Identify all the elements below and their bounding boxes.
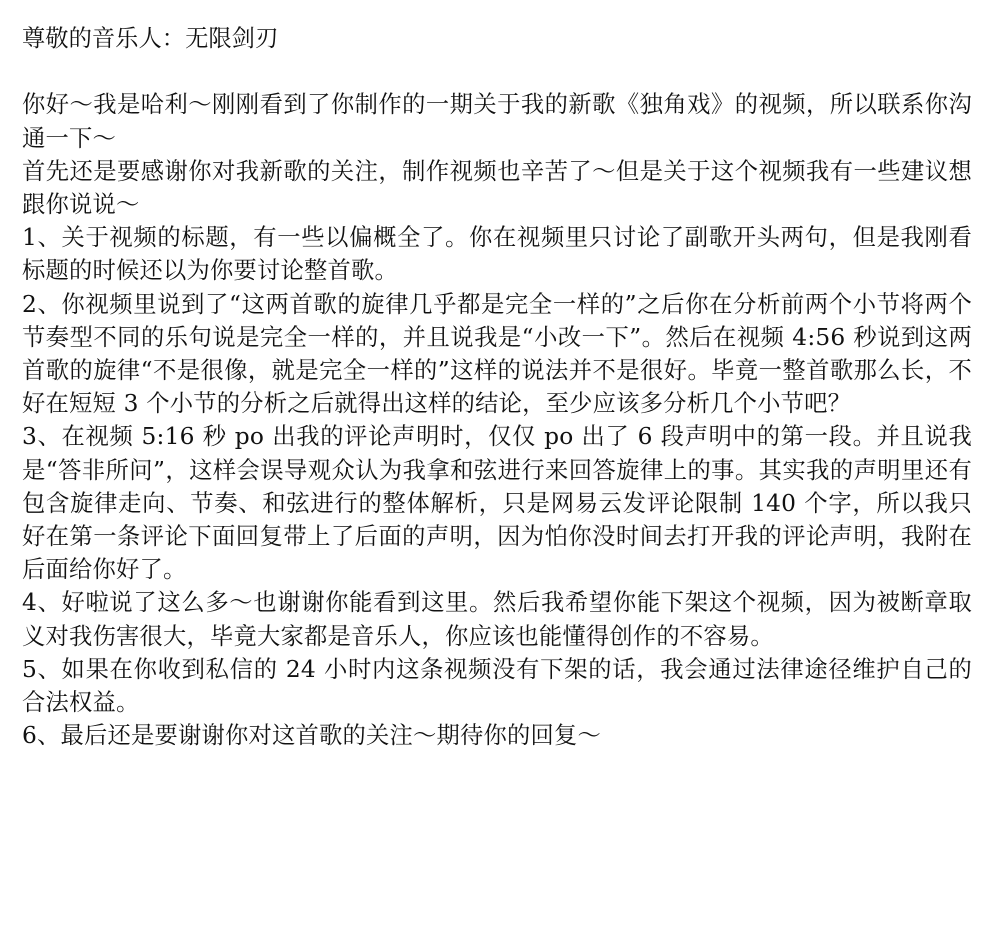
paragraph-greeting: 你好～我是哈利～刚刚看到了你制作的一期关于我的新歌《独角戏》的视频，所以联系你沟通一下～ xyxy=(22,91,972,152)
salutation: 尊敬的音乐人：无限剑刃 xyxy=(22,25,279,52)
paragraph-point-1: 1、关于视频的标题，有一些以偏概全了。你在视频里只讨论了副歌开头两句，但是我刚看标题的时候还以为你要讨论整首歌。 xyxy=(22,224,972,285)
paragraph-thanks: 首先还是要感谢你对我新歌的关注，制作视频也辛苦了～但是关于这个视频我有一些建议想跟你说说～ xyxy=(22,157,972,218)
paragraph-point-3: 3、在视频 5:16 秒 po 出我的评论声明时，仅仅 po 出了 6 段声明中的第一段。并且说我是“答非所问”，这样会误导观众认为我拿和弦进行来回答旋律上的事。其实我的声明里还有包含旋律走向、节奏、和弦进行的整体解析，只是网易云发评论限制 140 个字，所以我只好在第一条评论下面回复带上了后面的声明，因为怕你没时间去打开我的评论声明，我附在后面给你好了。 xyxy=(22,423,972,584)
paragraph-point-2: 2、你视频里说到了“这两首歌的旋律几乎都是完全一样的”之后你在分析前两个小节将两个节奏型不同的乐句说是完全一样的，并且说我是“小改一下”。然后在视频 4:56 秒说到这两首歌的旋律“不是很像，就是完全一样的”这样的说法并不是很好。毕竟一整首歌那么长，不好在短短 3 个小节的分析之后就得出这样的结论，至少应该多分析几个小节吧？ xyxy=(22,290,972,418)
paragraph-point-5: 5、如果在你收到私信的 24 小时内这条视频没有下架的话，我会通过法律途径维护自己的合法权益。 xyxy=(22,655,972,717)
letter-body xyxy=(22,22,972,752)
paragraph-point-4: 4、好啦说了这么多～也谢谢你能看到这里。然后我希望你能下架这个视频，因为被断章取义对我伤害很大，毕竟大家都是音乐人，你应该也能懂得创作的不容易。 xyxy=(22,589,972,650)
paragraph-point-6: 6、最后还是要谢谢你对这首歌的关注～期待你的回复～ xyxy=(22,722,601,750)
